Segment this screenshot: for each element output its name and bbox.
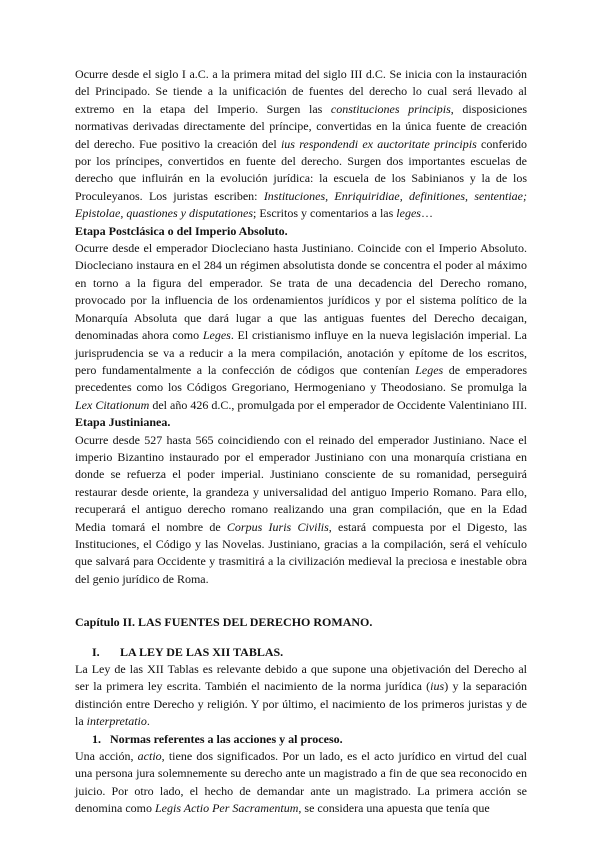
text-segment: ) y la separación distinción entre Derecho y religión. Y por último, el nacimiento de los primeros juristas y de la xyxy=(75,679,527,729)
heading-etapa-justinianea: Etapa Justinianea. xyxy=(75,415,171,430)
text-segment: del año 426 d.C., promulgada por el emperador de Occidente Valentiniano III. xyxy=(149,397,527,412)
text-segment: , se considera una apuesta que tenía que xyxy=(298,801,490,816)
italic-text: interpretatio xyxy=(86,714,147,729)
text-segment: Una acción, xyxy=(75,749,138,764)
spacer xyxy=(75,588,527,602)
paragraph-acciones xyxy=(75,748,527,818)
italic-text: constituciones principis xyxy=(330,101,451,116)
subsection-number: 1. xyxy=(92,731,101,746)
subsection-title: Normas referentes a las acciones y al proceso. xyxy=(110,731,343,746)
text-segment: . xyxy=(146,714,150,729)
chapter-title: Capítulo II. LAS FUENTES DEL DERECHO ROMANO. xyxy=(75,615,373,630)
text-segment: … xyxy=(420,206,433,221)
text-segment: , tiene dos significados. Por un lado, es el acto jurídico en virtud del cual una persona jura solemnemente su derecho ante un magistrado a fin de que sea reconocido en juicio. Por otro lado, el hecho de demandar ante un magistrado. La primera acción se denomina como xyxy=(75,749,527,816)
text-segment: de emperadores precedentes como los Códigos Gregoriano, Hermogeniano y Theodosiano. Se promulga la xyxy=(75,362,527,395)
italic-text: ius respondendi ex auctoritate principis xyxy=(280,136,477,151)
text-segment: Ocurre desde el siglo I a.C. a la primera mitad del siglo III d.C. Se inicia con la instauración del Principado. Se tiende a la unificación de fuentes del derecho lo cual será llevado al extremo en la etapa del Imperio. Surgen las xyxy=(75,67,527,116)
italic-text: actio xyxy=(137,749,162,764)
heading-etapa-postclasica: Etapa Postclásica o del Imperio Absoluto. xyxy=(75,223,288,238)
text-segment: La Ley de las XII Tablas es relevante debido a que supone una objetivación del Derecho al ser la primera ley escrita. También el nacimiento de la norma jurídica ( xyxy=(75,662,527,694)
italic-text: ius xyxy=(430,679,445,694)
paragraph-tablas xyxy=(75,661,527,731)
text-segment: Ocurre desde el emperador Diocleciano hasta Justiniano. Coincide con el Imperio Absoluto. Diocleciano instaura en el 284 un régimen absolutista donde se concentra el poder al máximo en torno a la figura del emperador. Se trata de una decadencia del Derecho romano, provocado por la influencia de los ordenamientos jurídicos y por el sistema político de la Monarquía Absoluta que dará lugar a que las antiguas fuentes del Derecho decaigan, denominadas ahora como xyxy=(75,241,527,343)
paragraph-principado xyxy=(75,66,527,223)
section-heading xyxy=(75,644,527,661)
paragraph-postclasica xyxy=(75,240,527,414)
subsection-heading xyxy=(75,731,527,748)
section-number: I. xyxy=(92,644,100,659)
italic-text: Corpus Iuris Civilis xyxy=(226,519,329,534)
text-segment: ; Escritos y comentarios a las xyxy=(253,206,397,221)
italic-text: Legis Actio Per Sacramentum xyxy=(154,801,299,816)
paragraph-justinianea xyxy=(75,432,527,589)
text-segment: , disposiciones normativas derivadas directamente del príncipe, convertidas en la única fuente de creación del derecho. Fue positivo la creación del xyxy=(75,101,527,151)
text-segment: , estará compuesta por el Digesto, las Instituciones, el Código y las Novelas. Justiniano, gracias a la compilación, será el vehículo que salvará para Occidente y trasmitirá a la civilización medieval la preciosa e inestable obra del genio jurídico de Roma. xyxy=(75,519,527,586)
section-title: LA LEY DE LAS XII TABLAS. xyxy=(120,644,284,659)
text-segment: conferido por los príncipes, convertidos en fuente del derecho. Surgen dos importantes escuelas de derecho que influirán en la evolución jurídica: la escuela de los Sabinianos y la de los Proculeyanos. Los juristas escriben: xyxy=(75,136,527,203)
italic-text: Leges xyxy=(202,328,231,343)
italic-text: leges xyxy=(396,206,421,221)
italic-text: Instituciones, Enriquiridiae, definitiones, sententiae; Epistolae, quastiones y disputationes xyxy=(75,188,527,221)
text-segment: . El cristianismo influye en la nueva legislación imperial. La jurisprudencia se va a reducir a la mera compilación, anotación y epítome de los escritos, pero fundamentalmente a la confección de códigos que contenían xyxy=(75,328,528,377)
italic-text: Lex Citationum xyxy=(75,397,150,412)
italic-text: Leges xyxy=(415,362,444,377)
text-segment: Ocurre desde 527 hasta 565 coincidiendo con el reinado del emperador Justiniano. Nace el imperio Bizantino instaurado por el emperador Justiniano con una monarquía cristiana en donde se refuerza el poder imperial. Justiniano consciente de su romanidad, perseguirá restaurar desde oriente, la grandeza y universalidad del antiguo Imperio Romano. Para ello, recuperará el antiguo derecho romano realizando una gran compilación, que en la Edad Media tomará el nombre de xyxy=(75,432,527,534)
